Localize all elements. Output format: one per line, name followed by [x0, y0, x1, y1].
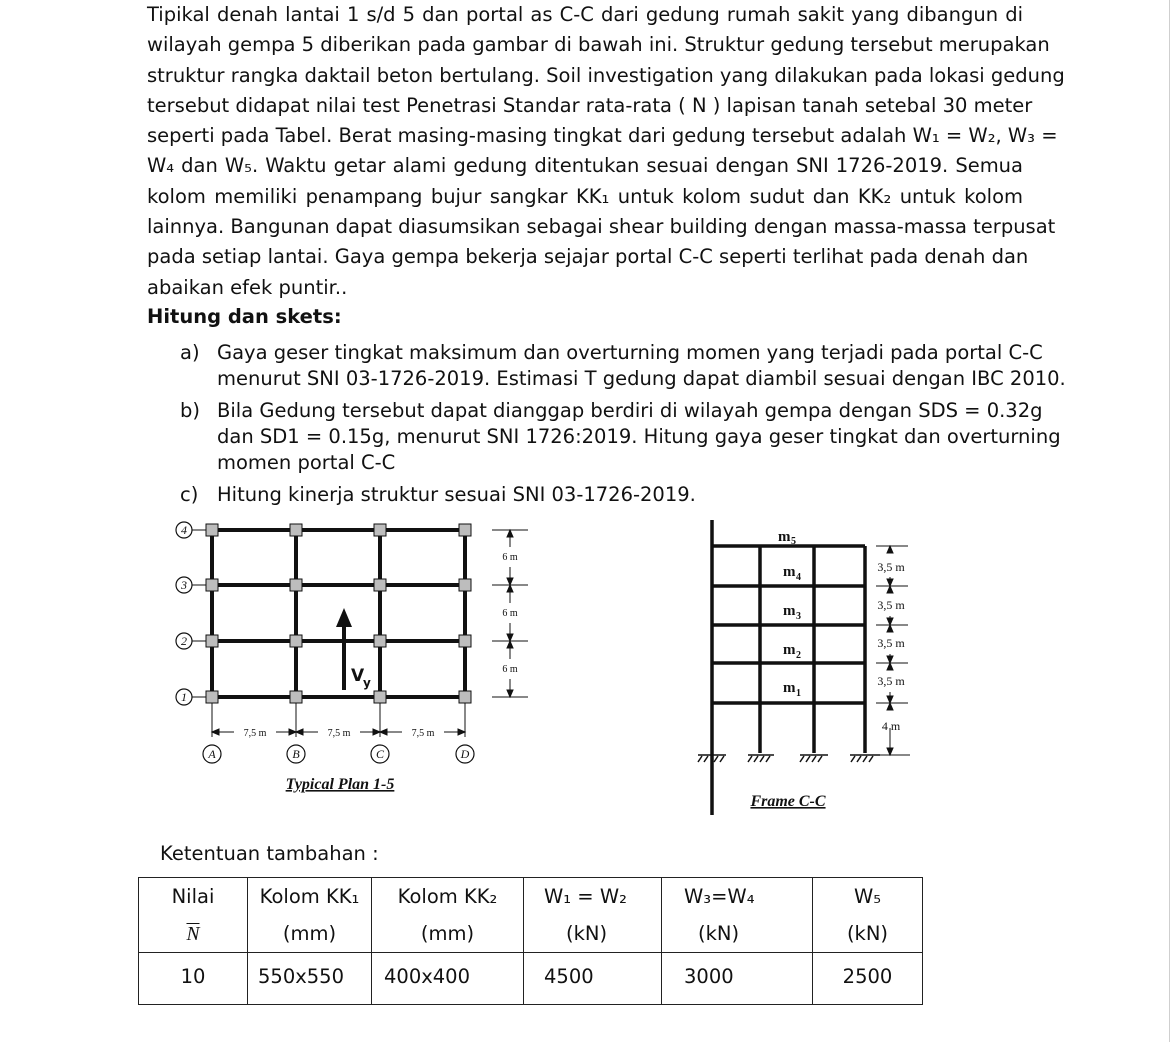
question-line: momen portal C-C: [217, 451, 396, 474]
table-value: 2500: [813, 953, 923, 1005]
force-label-sub: y: [363, 676, 371, 690]
table-header: Nilai: [171, 885, 215, 908]
column-marker: [206, 524, 218, 536]
mass-sub-4: 4: [796, 572, 801, 583]
col-label-c: C: [375, 747, 385, 761]
question-a: [180, 340, 1066, 392]
dim-x-1: 7,5 m: [243, 728, 267, 739]
mass-label-3: m: [783, 603, 796, 619]
table-header-unit: (kN): [698, 922, 740, 945]
table-cell: [662, 878, 813, 953]
mass-label-2: m: [783, 642, 796, 658]
provisions-table: [138, 877, 923, 1005]
table-header-unit: (kN): [846, 922, 889, 945]
intro-line: wilayah gempa 5 diberikan pada gambar di bawah ini. Struktur gedung tersebut merupakan: [147, 33, 1050, 57]
question-mark: b): [180, 399, 200, 422]
table-cell: [372, 878, 524, 953]
intro-line: struktur rangka daktail beton bertulang. Soil investigation yang dilakukan pada lokasi gedung: [147, 63, 1065, 87]
table-header-unit: (mm): [282, 922, 337, 945]
height-dim-2: 3,5 m: [877, 674, 905, 688]
mass-sub-1: 1: [796, 688, 801, 699]
question-mark: c): [180, 483, 199, 506]
mass-sub-5: 5: [791, 536, 796, 547]
question-line: Hitung kinerja struktur sesuai SNI 03-1726-2019.: [217, 483, 696, 506]
table-value: 400x400: [372, 953, 524, 1005]
intro-line: kolom memiliki penampang bujur sangkar KK₁ untuk kolom sudut dan KK₂ untuk kolom: [147, 184, 1023, 208]
mass-sub-3: 3: [796, 611, 801, 622]
column-marker: [290, 524, 302, 536]
row-label-4: 4: [181, 523, 187, 537]
table-value: 550x550: [248, 953, 372, 1005]
force-arrow-head: [336, 608, 352, 627]
intro-line: pada setiap lantai. Gaya gempa bekerja sejajar portal C-C seperti terlihat pada denah dan: [147, 245, 1029, 269]
force-label: V: [351, 666, 365, 686]
intro-line: seperti pada Tabel. Berat masing-masing tingkat dari gedung tersebut adalah W₁ = W₂, W₃ =: [147, 124, 1058, 148]
column-marker: [459, 524, 471, 536]
table-value: 10: [139, 953, 248, 1005]
frame-cc-drawing: [690, 515, 920, 820]
frame-caption: Frame C-C: [750, 793, 826, 810]
table-header: Kolom KK₁: [259, 885, 360, 908]
height-dim-5: 3,5 m: [877, 560, 905, 574]
question-mark: a): [180, 341, 200, 364]
intro-line: Tipikal denah lantai 1 s/d 5 dan portal as C-C dari gedung rumah sakit yang dibangun di: [147, 3, 1023, 26]
intro-paragraph: [147, 0, 1065, 303]
table-cell: [248, 878, 372, 953]
column-marker: [206, 579, 218, 591]
typical-plan-drawing: [160, 515, 540, 800]
question-line: menurut SNI 03-1726-2019. Estimasi T gedung dapat diambil sesuai dengan IBC 2010.: [217, 367, 1066, 390]
question-list: [180, 340, 1066, 514]
column-marker: [290, 691, 302, 703]
table-cell: [139, 878, 248, 953]
question-line: dan SD1 = 0.15g, menurut SNI 1726:2019. Hitung gaya geser tingkat dan overturning: [217, 425, 1061, 448]
height-dim-1: 4 m: [881, 719, 901, 733]
section-heading: Hitung dan skets:: [147, 305, 342, 328]
table-header-unit: (kN): [566, 922, 608, 945]
column-marker: [459, 579, 471, 591]
question-c: [180, 482, 1025, 508]
column-marker: [374, 691, 386, 703]
mass-label-5: m: [778, 529, 791, 545]
n-bar-symbol: $\overline{N}$: [186, 924, 200, 945]
col-label-a: A: [208, 747, 216, 761]
column-marker: [206, 635, 218, 647]
row-label-1: 1: [181, 690, 187, 704]
column-marker: [290, 635, 302, 647]
table-value: 3000: [662, 953, 813, 1005]
row-label-2: 2: [181, 634, 187, 648]
dim-x-3: 7,5 m: [411, 728, 435, 739]
dim-y-1: 6 m: [502, 552, 518, 563]
dim-y-3: 6 m: [502, 664, 518, 675]
col-label-b: B: [292, 747, 300, 761]
column-marker: [374, 524, 386, 536]
intro-line: W₄ dan W₅. Waktu getar alami gedung ditentukan sesuai dengan SNI 1726-2019. Semua: [147, 154, 1023, 178]
table-header: Kolom KK₂: [397, 885, 498, 908]
column-marker: [374, 579, 386, 591]
intro-line: lainnya. Bangunan dapat diasumsikan sebagai shear building dengan massa-massa terpusat: [147, 215, 1056, 239]
column-marker: [206, 691, 218, 703]
column-marker: [374, 635, 386, 647]
table-cell: [524, 878, 662, 953]
intro-line: tersebut didapat nilai test Penetrasi Standar rata-rata ( N ) lapisan tanah setebal 30 meter: [147, 93, 1033, 117]
plan-caption: Typical Plan 1-5: [285, 776, 395, 793]
mass-label-4: m: [783, 564, 796, 580]
extra-provisions-title: Ketentuan tambahan :: [160, 842, 379, 865]
question-line: Bila Gedung tersebut dapat dianggap berdiri di wilayah gempa dengan SDS = 0.32g: [217, 399, 1043, 422]
mass-sub-2: 2: [796, 650, 801, 661]
table-header: W₁ = W₂: [544, 885, 627, 908]
row-label-3: 3: [181, 578, 187, 592]
question-line: Gaya geser tingkat maksimum dan overturning momen yang terjadi pada portal C-C: [217, 341, 1043, 364]
mass-label-1: m: [783, 680, 796, 696]
table-header-unit: (mm): [420, 922, 475, 945]
column-marker: [459, 635, 471, 647]
intro-line: abaikan efek puntir..: [147, 275, 348, 299]
table-cell: [813, 878, 923, 953]
table-value: 4500: [524, 953, 662, 1005]
table-header: W₃=W₄: [684, 885, 755, 908]
column-marker: [290, 579, 302, 591]
col-label-d: D: [460, 747, 470, 761]
dim-y-2: 6 m: [502, 608, 518, 619]
column-marker: [459, 691, 471, 703]
table-header: W₅: [853, 885, 882, 908]
height-dim-4: 3,5 m: [877, 598, 905, 612]
question-b: [180, 398, 1061, 476]
dim-x-2: 7,5 m: [327, 728, 351, 739]
height-dim-3: 3,5 m: [877, 636, 905, 650]
